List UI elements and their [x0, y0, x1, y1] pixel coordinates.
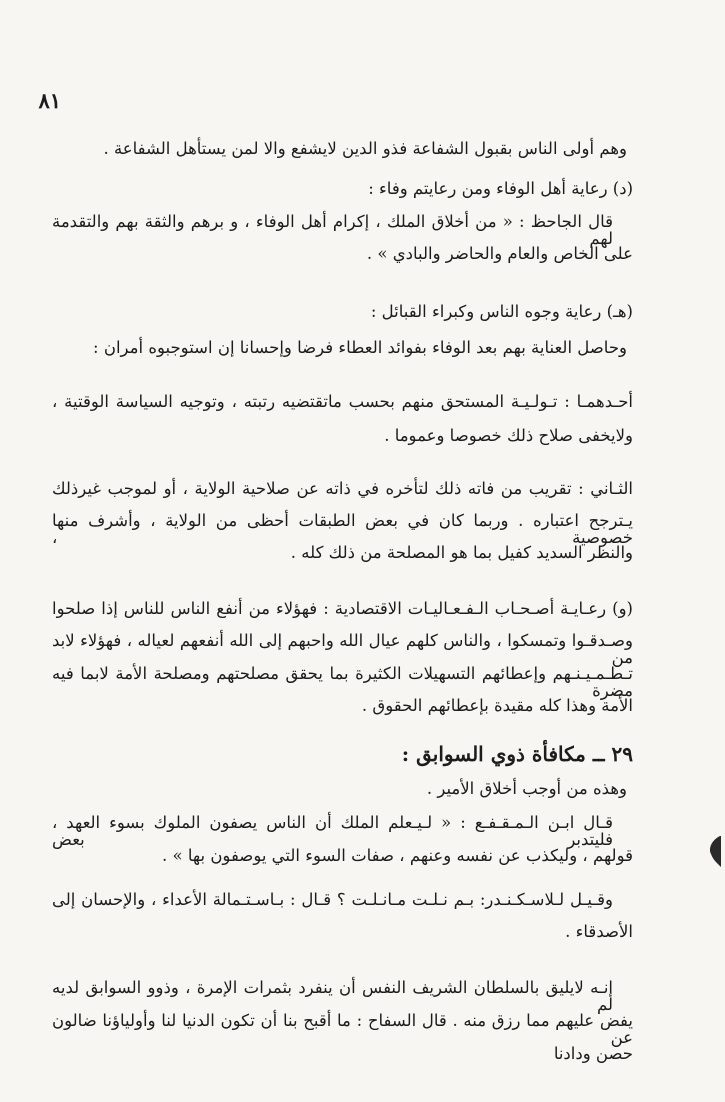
- text-line: وصـدقـوا وتمسكوا ، والناس كلهم عيال الله واحبهم إلى الله أنفعهم لعياله ، فهؤلاء لابد من: [52, 631, 633, 667]
- text-line: قـال ابـن الـمـقـفـع : « لـيـعلم الملك أن الناس يصفون الملوك بسوء العهد ، فليتدبر بعض: [52, 813, 613, 849]
- section-w-text: (و) رعـايـة أصـحـاب الـفـعـاليـات الاقتصادية : فهؤلاء من أنفع الناس للناس إذا صلحوا: [52, 599, 633, 618]
- text-line: وحاصل العناية بهم بعد الوفاء بفوائد العطاء فرضا وإحسانا إن استوجبوه أمران :: [93, 338, 627, 357]
- text-line: وهذه من أوجب أخلاق الأمير .: [426, 779, 627, 798]
- page-number: ٨١: [38, 88, 61, 113]
- text-line: يفض عليهم مما رزق منه . قال السفاح : ما أقبح بنا أن تكون الدنيا لنا وأولياؤنا ضالون عن: [52, 1011, 633, 1047]
- text-line: يـترجح اعتباره . وربما كان في بعض الطبقات أحظى من الولاية ، وأشرف منها خصوصية ،: [52, 511, 633, 547]
- section-d-heading: (د) رعاية أهل الوفاء ومن رعايتم وفاء :: [368, 179, 633, 198]
- text-line: الأصدقاء .: [565, 922, 633, 941]
- text-line: الأمة وهذا كله مقيدة بإعطائهم الحقوق .: [361, 696, 633, 715]
- text-line: وهم أولى الناس بقبول الشفاعة فذو الدين لايشفع والا لمن يستأهل الشفاعة .: [103, 139, 627, 158]
- text-line: إنـه لايليق بالسلطان الشريف النفس أن ينفرد بثمرات الإمرة ، وذوو السوابق لديه لم: [52, 978, 613, 1014]
- page-edge-mark: [706, 834, 722, 868]
- text-line: حصن ودادنا: [553, 1044, 633, 1063]
- text-line: تـطـمـيـنـهم وإعطائهم التسهيلات الكثيرة بما يحقق مصلحتهم ومصلحة الأمة لابما فيه مضرة: [52, 664, 633, 700]
- section-heading: ٢٩ ــ مكافأة ذوي السوابق :: [401, 742, 633, 766]
- text-line: قولهم ، وليكذب عن نفسه وعنهم ، صفات السوء التي يوصفون بها » .: [162, 846, 633, 865]
- section-h-heading: (هـ) رعاية وجوه الناس وكبراء القبائل :: [370, 302, 633, 321]
- text-line: قال الجاحظ : « من أخلاق الملك ، إكرام أهل الوفاء ، و برهم والثقة بهم والتقدمة لهم: [52, 212, 613, 248]
- text-line: على الخاص والعام والحاضر والبادي » .: [366, 244, 633, 263]
- text-line: والنظر السديد كفيل بما هو المصلحة من ذلك كله .: [290, 543, 633, 562]
- text-line: أحـدهمـا : تـولـيـة المستحق منهم بحسب ماتقتضيه رتبته ، وتوجيه السياسة الوقتية ،: [52, 392, 633, 411]
- text-line: ولايخفى صلاح ذلك خصوصا وعموما .: [384, 426, 633, 445]
- text-line: الثـاني : تقريب من فاته ذلك لتأخره في ذاته عن صلاحية الولاية ، أو لموجب غيرذلك: [52, 479, 633, 498]
- text-line: وقـيـل لـلاسـكـنـدر: بـم نـلـت مـانـلـت ؟ قـال : بـاسـتـمالة الأعداء ، والإحسان إلى: [52, 890, 613, 909]
